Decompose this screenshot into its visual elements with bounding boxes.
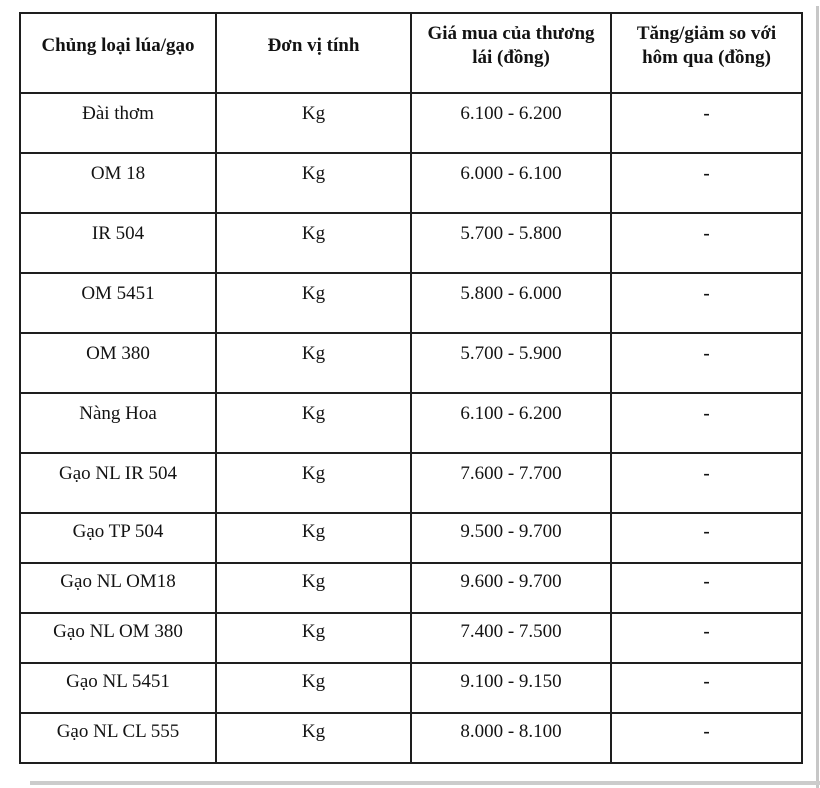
table-row (20, 663, 802, 713)
cell-price: 7.400 - 7.500 (411, 613, 611, 663)
cell-unit: Kg (216, 713, 411, 763)
cell-type: OM 5451 (20, 273, 216, 333)
header-change: Tăng/giảm so với hôm qua (đồng) (611, 13, 802, 93)
cell-unit: Kg (216, 513, 411, 563)
table-row (20, 613, 802, 663)
table-row (20, 213, 802, 273)
table-row (20, 93, 802, 153)
table-header (20, 13, 802, 93)
cell-change: - (611, 713, 802, 763)
cell-price: 9.100 - 9.150 (411, 663, 611, 713)
cell-unit: Kg (216, 563, 411, 613)
table-row (20, 713, 802, 763)
cell-unit: Kg (216, 663, 411, 713)
cell-price: 6.100 - 6.200 (411, 393, 611, 453)
cell-price: 5.700 - 5.800 (411, 213, 611, 273)
cell-type: Nàng Hoa (20, 393, 216, 453)
cell-type: Gạo NL OM18 (20, 563, 216, 613)
cell-type: OM 18 (20, 153, 216, 213)
table-row (20, 563, 802, 613)
cell-price: 9.500 - 9.700 (411, 513, 611, 563)
cell-price: 5.800 - 6.000 (411, 273, 611, 333)
cell-change: - (611, 563, 802, 613)
header-row (20, 13, 802, 93)
cell-type: OM 380 (20, 333, 216, 393)
cell-unit: Kg (216, 213, 411, 273)
cell-change: - (611, 613, 802, 663)
cell-type: Gạo NL IR 504 (20, 453, 216, 513)
cell-price: 6.000 - 6.100 (411, 153, 611, 213)
rice-price-table-container (19, 12, 803, 764)
cell-change: - (611, 213, 802, 273)
table-row (20, 453, 802, 513)
scan-artifact-right-edge (816, 6, 819, 788)
table-row (20, 273, 802, 333)
cell-change: - (611, 273, 802, 333)
cell-price: 5.700 - 5.900 (411, 333, 611, 393)
cell-type: Gạo NL OM 380 (20, 613, 216, 663)
cell-change: - (611, 513, 802, 563)
cell-change: - (611, 393, 802, 453)
table-body (20, 93, 802, 763)
header-unit: Đơn vị tính (216, 13, 411, 93)
header-type: Chủng loại lúa/gạo (20, 13, 216, 93)
cell-change: - (611, 453, 802, 513)
cell-type: IR 504 (20, 213, 216, 273)
table-row (20, 333, 802, 393)
cell-type: Gạo TP 504 (20, 513, 216, 563)
cell-price: 8.000 - 8.100 (411, 713, 611, 763)
header-price: Giá mua của thương lái (đồng) (411, 13, 611, 93)
cell-unit: Kg (216, 93, 411, 153)
rice-price-table (19, 12, 803, 764)
cell-unit: Kg (216, 613, 411, 663)
cell-price: 6.100 - 6.200 (411, 93, 611, 153)
cell-change: - (611, 663, 802, 713)
cell-unit: Kg (216, 273, 411, 333)
cell-price: 9.600 - 9.700 (411, 563, 611, 613)
cell-change: - (611, 153, 802, 213)
cell-unit: Kg (216, 153, 411, 213)
cell-unit: Kg (216, 453, 411, 513)
table-row (20, 393, 802, 453)
cell-unit: Kg (216, 333, 411, 393)
table-row (20, 153, 802, 213)
cell-type: Đài thơm (20, 93, 216, 153)
cell-price: 7.600 - 7.700 (411, 453, 611, 513)
cell-change: - (611, 333, 802, 393)
cell-type: Gạo NL CL 555 (20, 713, 216, 763)
cell-unit: Kg (216, 393, 411, 453)
table-row (20, 513, 802, 563)
cell-change: - (611, 93, 802, 153)
cell-type: Gạo NL 5451 (20, 663, 216, 713)
scan-artifact-bottom-edge (30, 781, 820, 785)
